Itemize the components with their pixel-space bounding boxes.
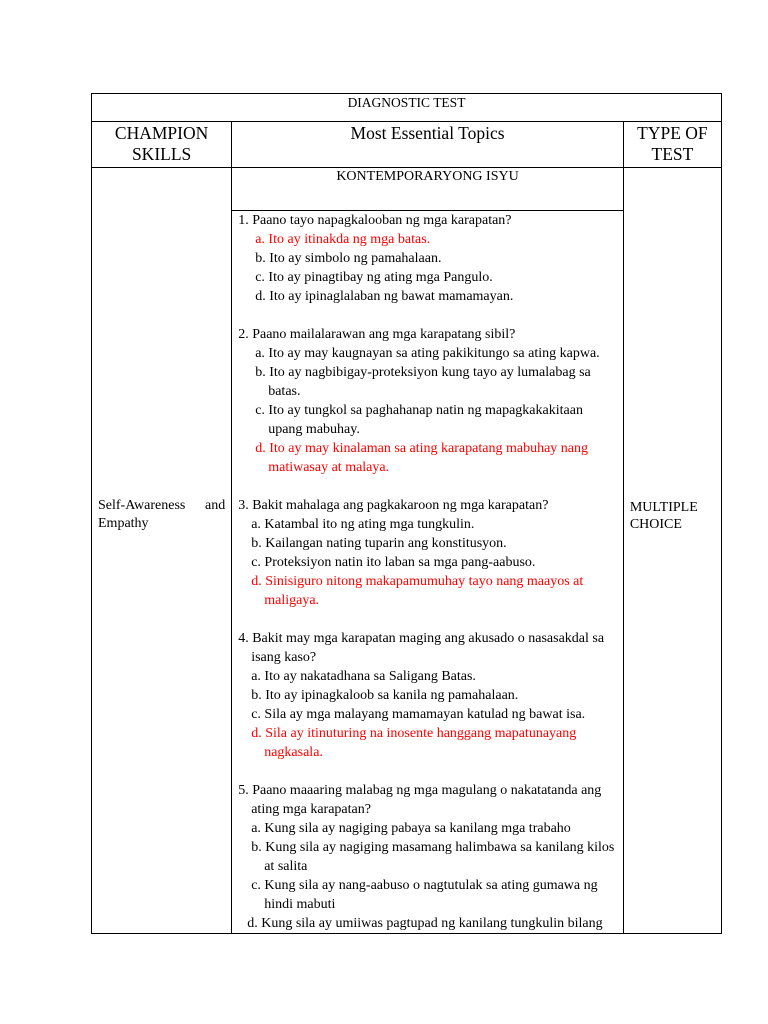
question-stem: 3. Bakit mahalaga ang pagkakaroon ng mga karapatan?: [238, 498, 549, 513]
table-title: DIAGNOSTIC TEST: [92, 94, 722, 122]
option-c: c. Ito ay pinagtibay ng ating mga Pangulo.: [255, 270, 493, 285]
question-2: [238, 325, 617, 477]
header-row: [92, 122, 722, 168]
option-d-correct: d. Sinisiguro nitong makapamumuhay tayo nang maayos at maligaya.: [251, 574, 584, 608]
question-stem: 5. Paano maaaring malabag ng mga magulang o nakatatanda ang ating mga karapatan?: [238, 783, 602, 817]
option-d: d. Ito ay ipinaglalaban ng bawat mamamayan.: [255, 289, 514, 304]
question-list: [232, 211, 623, 933]
option-c: c. Sila ay mga malayang mamamayan katulad ng bawat isa.: [251, 707, 586, 722]
option-b: b. Ito ay ipinagkaloob sa kanila ng pamahalaan.: [251, 688, 519, 703]
option-d-correct: d. Sila ay itinuturing na inosente hanggang mapatunayang nagkasala.: [251, 726, 577, 760]
topic-heading: KONTEMPORARYONG ISYU: [232, 168, 623, 211]
option-c: c. Kung sila ay nang-aabuso o nagtutulak sa ating gumawa ng hindi mabuti: [251, 878, 598, 912]
question-stem: 4. Bakit may mga karapatan maging ang akusado o nasasakdal sa isang kaso?: [238, 631, 605, 665]
header-type-of-test: TYPE OF TEST: [623, 122, 721, 168]
header-most-essential-topics: Most Essential Topics: [232, 122, 624, 168]
option-b: b. Kung sila ay nagiging masamang halimbawa sa kanilang kilos at salita: [251, 840, 615, 874]
option-a: a. Ito ay may kaugnayan sa ating pakikitungo sa ating kapwa.: [255, 346, 600, 361]
topics-cell: [232, 168, 624, 934]
option-a: a. Kung sila ay nagiging pabaya sa kanilang mga trabaho: [251, 821, 571, 836]
title-row: [92, 94, 722, 122]
option-c: c. Proteksiyon natin ito laban sa mga pang-aabuso.: [251, 555, 536, 570]
option-b: b. Ito ay nagbibigay-proteksiyon kung tayo ay lumalabag sa batas.: [255, 365, 591, 399]
type-of-test-text: MULTIPLE CHOICE: [629, 499, 698, 532]
question-1: [238, 211, 617, 306]
question-5: [238, 781, 617, 933]
skill-cell: [92, 168, 232, 934]
header-champion-skills: CHAMPION SKILLS: [92, 122, 232, 168]
question-3: [238, 496, 617, 610]
option-c: c. Ito ay tungkol sa paghahanap natin ng mapagkakakitaan upang mabuhay.: [255, 403, 583, 437]
option-d-correct: d. Ito ay may kinalaman sa ating karapatang mabuhay nang matiwasay at malaya.: [255, 441, 588, 475]
diagnostic-test-table: [91, 93, 722, 934]
option-a: a. Katambal ito ng ating mga tungkulin.: [251, 517, 475, 532]
type-cell: [623, 168, 721, 934]
content-row: [92, 168, 722, 934]
option-b: b. Ito ay simbolo ng pamahalaan.: [255, 251, 442, 266]
question-stem: 1. Paano tayo napagkalooban ng mga karapatan?: [238, 213, 512, 228]
skill-text: Self-Awareness and Empathy: [98, 497, 226, 531]
question-stem: 2. Paano mailalarawan ang mga karapatang sibil?: [238, 327, 516, 342]
option-a: a. Ito ay nakatadhana sa Saligang Batas.: [251, 669, 476, 684]
option-d: d. Kung sila ay umiiwas pagtupad ng kanilang tungkulin bilang: [247, 916, 603, 931]
option-b: b. Kailangan nating tuparin ang konstitusyon.: [251, 536, 507, 551]
option-a-correct: a. Ito ay itinakda ng mga batas.: [255, 232, 431, 247]
question-4: [238, 629, 617, 762]
